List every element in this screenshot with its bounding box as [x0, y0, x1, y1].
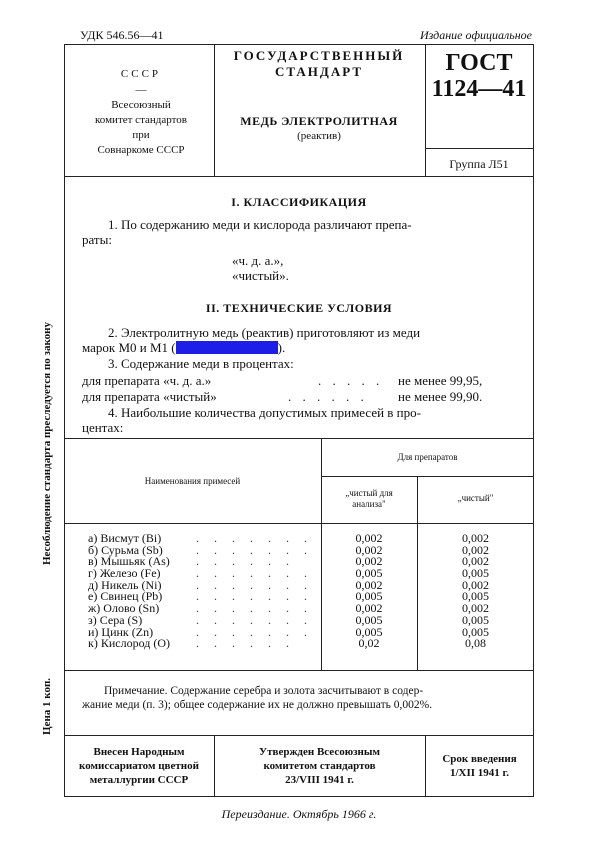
table-col-b-values: 0,002 0,002 0,002 0,005 0,002 0,005 0,002 0,005 0,005 0,08 — [462, 531, 489, 651]
table-bottom-rule — [64, 670, 534, 671]
price-label: Цена 1 коп. — [41, 677, 53, 735]
para-3: 3. Содержание меди в процентах: — [108, 356, 294, 371]
table-col-a-values: 0,002 0,002 0,002 0,005 0,002 0,005 0,002 0,005 0,005 0,02 — [355, 531, 383, 651]
para-3-row-2-value: не менее 99,90. — [398, 389, 483, 404]
table-row: а) Висмут (Bi) — [88, 531, 162, 545]
table-row: и) Цинк (Zn) — [88, 624, 154, 639]
table-row: ж) Олово (Sn) — [88, 601, 160, 616]
document-title: МЕДЬ ЭЛЕКТРОЛИТНАЯ — [240, 114, 398, 128]
grade-1: «ч. д. а.», — [232, 253, 284, 268]
table-leaders: . . . . . . . . . . . . . . . . . . . . . . . . . . . . . . . . . . . . . . . . . . . . . . . . . . . . . . . . . . . . . . . . . . . . — [196, 531, 313, 651]
para-1-line-1: 1. По содержанию меди и кислорода различают препа- — [108, 217, 412, 232]
para-3-row-1-value: не менее 99,95, — [398, 373, 483, 388]
group-rule — [425, 148, 534, 149]
table-top-rule — [64, 438, 534, 439]
document-subtitle: (реактив) — [297, 130, 341, 142]
group-code: Группа Л51 — [449, 157, 509, 171]
para-2-line-2: марок М0 и М1 ( ). — [82, 340, 286, 355]
reprint-note: Переиздание. Октябрь 1966 г. — [221, 807, 377, 821]
edition-label: Издание официальное — [419, 28, 532, 42]
note-line-2: жание меди (п. 3); общее содержание их не должно превышать 0,002%. — [82, 699, 433, 711]
note-line-1: Примечание. Содержание серебра и золота засчитывают в содер- — [104, 685, 424, 697]
table-row: в) Мышьяк (As) — [88, 554, 170, 569]
footer-effective: Срок введения 1/XII 1941 г. — [442, 753, 517, 779]
header-ussr: СССР — [120, 68, 162, 80]
col-header-pure: „чистый" — [457, 493, 494, 503]
table-group-rule — [321, 476, 534, 477]
para-2-line-1: 2. Электролитную медь (реактив) приготовляют из меди — [108, 325, 421, 340]
grade-2: «чистый». — [232, 268, 289, 283]
table-row: е) Свинец (Pb) — [88, 589, 163, 604]
col-header-group: Для препаратов — [397, 452, 458, 462]
law-notice: Несоблюдение стандарта преследуется по закону — [41, 322, 53, 565]
footer-top-rule — [64, 735, 534, 736]
table-row: к) Кислород (О) — [88, 636, 170, 651]
para-3-row-1-leader: . . . . . — [318, 373, 384, 388]
footer-introduced: Внесен Народным комиссариатом цветной металлургии СССР — [79, 746, 199, 786]
para-3-row-2-label: для препарата «чистый» — [82, 389, 217, 404]
redaction-mark — [176, 341, 278, 354]
para-3-row-1-label: для препарата «ч. д. а.» — [82, 373, 212, 388]
table-row: б) Сурьма (Sb) — [88, 542, 163, 557]
footer-approved: Утвержден Всесоюзным комитетом стандартов 23/VIII 1941 г. — [259, 746, 380, 786]
table-header-rule — [64, 523, 534, 524]
section-1-title: I. КЛАССИФИКАЦИЯ — [231, 195, 367, 209]
para-3-row-2-leader: . . . . . . — [288, 389, 368, 404]
table-row: д) Никель (Ni) — [88, 577, 162, 592]
table-row: з) Сера (S) — [88, 612, 143, 627]
header-state-standard: ГОСУДАРСТВЕННЫЙ СТАНДАРТ — [233, 48, 405, 79]
header-dash: — — [135, 84, 147, 96]
para-4-line-2: центах: — [82, 420, 124, 435]
header-bottom-rule — [64, 176, 534, 177]
col-header-analytical: „чистый для анализа" — [345, 488, 393, 509]
section-2-title: II. ТЕХНИЧЕСКИЕ УСЛОВИЯ — [205, 301, 393, 315]
header-committee: Всесоюзный комитет стандартов при Совнаркоме СССР — [95, 99, 187, 156]
col-header-name: Наименования примесей — [144, 476, 241, 486]
para-1-line-2: раты: — [82, 232, 112, 247]
para-4-line-1: 4. Наибольшие количества допустимых примесей в про- — [108, 405, 421, 420]
gost-number-block: ГОСТ 1124—41 — [431, 50, 527, 102]
table-row: г) Железо (Fe) — [88, 566, 161, 581]
udk-code: УДК 546.56—41 — [80, 28, 164, 42]
